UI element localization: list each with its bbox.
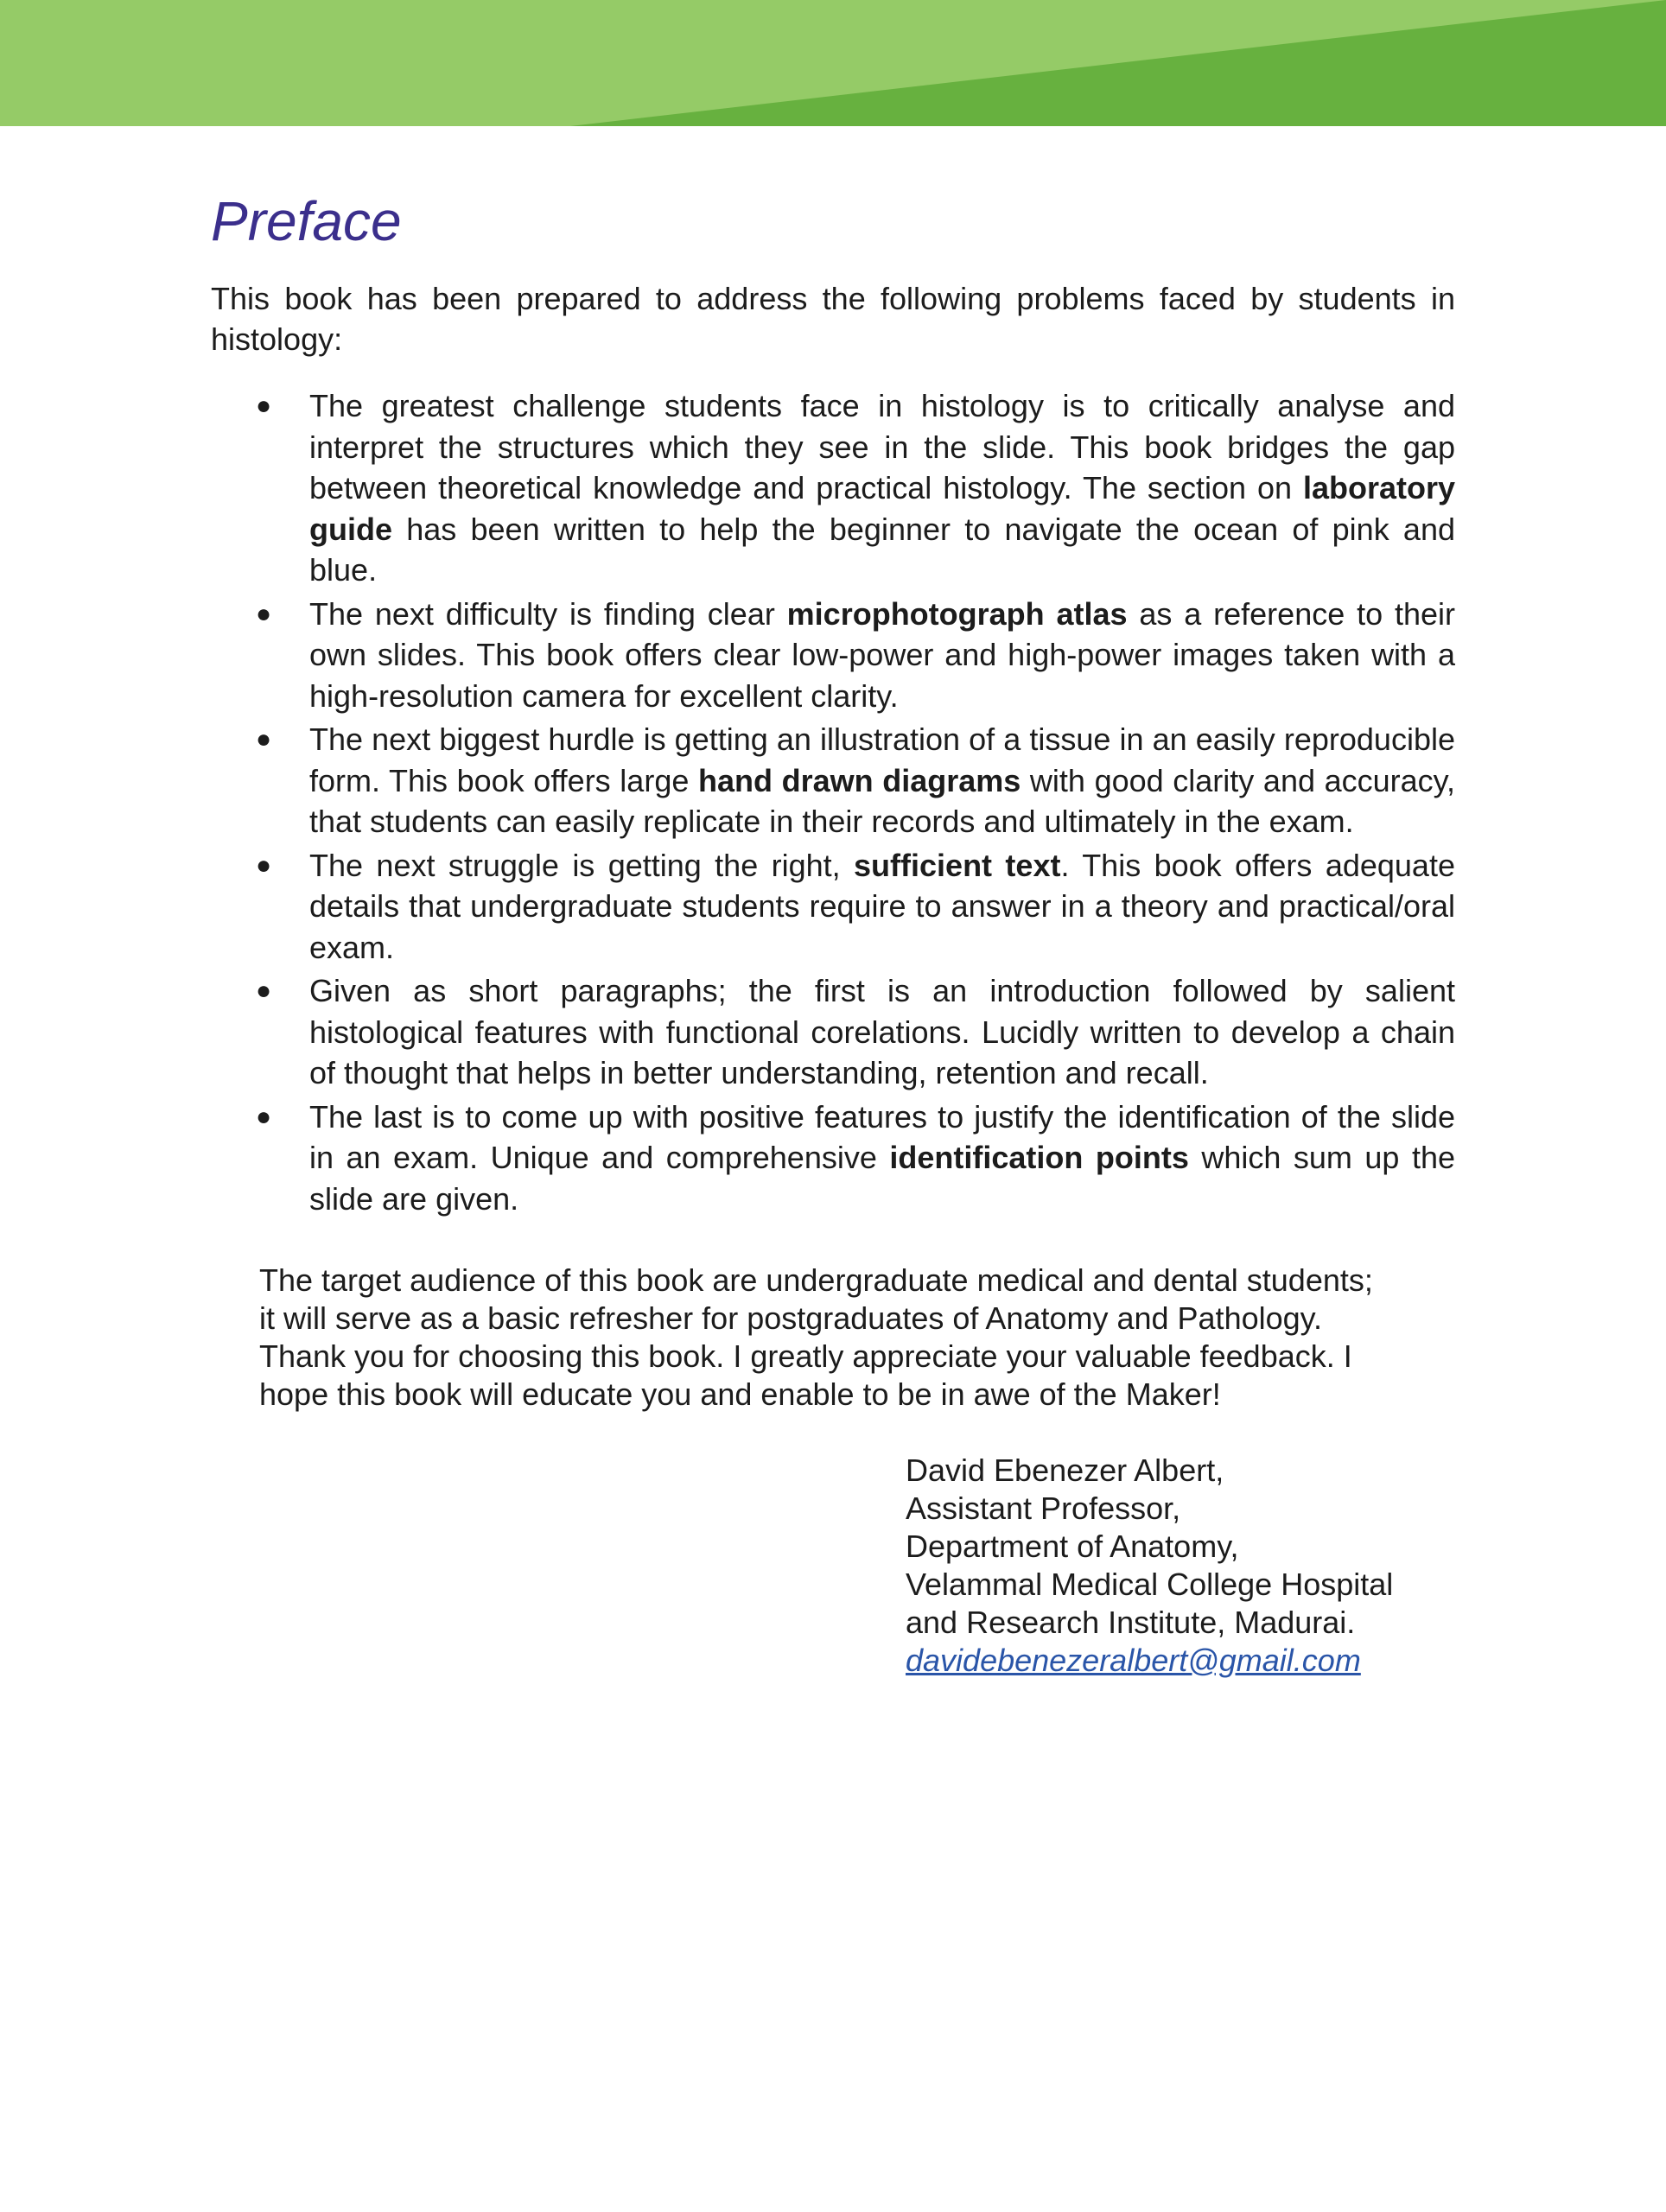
list-item — [256, 845, 1455, 969]
list-item-bold: sufficient text — [854, 847, 1061, 883]
list-item-text: Given as short paragraphs; the first is an introduction followed by salient histological features with functional corelations. Lucidly written to develop a chain of thought that helps in better understanding, retention and recall. — [309, 973, 1455, 1090]
bullet-icon: ● — [256, 850, 272, 880]
bullet-icon: ● — [256, 1102, 272, 1131]
closing-line: it will serve as a basic refresher for postgraduates of Anatomy and Pathology. — [259, 1300, 1322, 1336]
author-signature-block — [906, 1452, 1393, 1680]
bullet-icon: ● — [256, 391, 272, 420]
page-title: Preface — [211, 190, 402, 252]
problem-list — [256, 385, 1455, 1222]
list-item-text: as a reference to their own slides. This book offers clear low-power and high-power images taken with a high-resolution camera for excellent clarity. — [309, 595, 1455, 714]
intro-paragraph: This book has been prepared to address the following problems faced by students in histology: — [211, 281, 1455, 357]
bullet-icon: ● — [256, 599, 272, 628]
closing-line: hope this book will educate you and enable to be in awe of the Maker! — [259, 1376, 1221, 1412]
list-item — [256, 385, 1455, 591]
list-item — [256, 594, 1455, 717]
bullet-icon: ● — [256, 725, 272, 753]
bullet-icon: ● — [256, 976, 272, 1005]
list-item-bold: hand drawn diagrams — [697, 762, 1021, 798]
author-position: Assistant Professor, — [906, 1491, 1181, 1526]
closing-line: The target audience of this book are undergraduate medical and dental students; — [259, 1262, 1373, 1298]
author-department: Department of Anatomy, — [906, 1529, 1239, 1564]
author-institution: and Research Institute, Madurai. — [906, 1605, 1356, 1640]
list-item — [256, 719, 1455, 842]
closing-line: Thank you for choosing this book. I greatly appreciate your valuable feedback. I — [259, 1338, 1352, 1374]
list-item-bold: identification points — [889, 1140, 1189, 1175]
closing-paragraph — [259, 1262, 1469, 1414]
list-item-text: which sum up the slide are given. — [309, 1140, 1455, 1217]
author-email-link[interactable]: davidebenezeralbert@gmail.com — [906, 1643, 1361, 1678]
list-item-text: The next biggest hurdle is getting an illustration of a tissue in an easily reproducible form. This book offers large — [309, 721, 1455, 798]
author-name: David Ebenezer Albert, — [906, 1452, 1224, 1488]
list-item-bold: microphotograph atlas — [786, 595, 1128, 632]
list-item-text: The next struggle is getting the right, — [309, 847, 855, 883]
list-item-text: has been written to help the beginner to navigate the ocean of pink and blue. — [309, 511, 1455, 588]
list-item — [256, 970, 1455, 1094]
list-item-text: The greatest challenge students face in histology is to critically analyse and interpret the structures which they see in the slide. This book bridges the gap between theoretical knowledge and practical histology. The section on — [309, 388, 1455, 505]
list-item-bold: laboratory guide — [309, 470, 1455, 547]
list-item — [256, 1096, 1455, 1220]
header-band — [0, 0, 1666, 126]
author-institution: Velammal Medical College Hospital — [906, 1567, 1394, 1602]
list-item-text: . This book offers adequate details that undergraduate students require to answer in a theory and practical/oral exam. — [309, 847, 1455, 965]
list-item-text: The next difficulty is finding clear — [309, 595, 787, 632]
list-item-text: with good clarity and accuracy, that students can easily replicate in their records and ultimately in the exam. — [309, 762, 1455, 839]
list-item-text: The last is to come up with positive features to justify the identification of the slide in an exam. Unique and comprehensive — [309, 1098, 1455, 1175]
